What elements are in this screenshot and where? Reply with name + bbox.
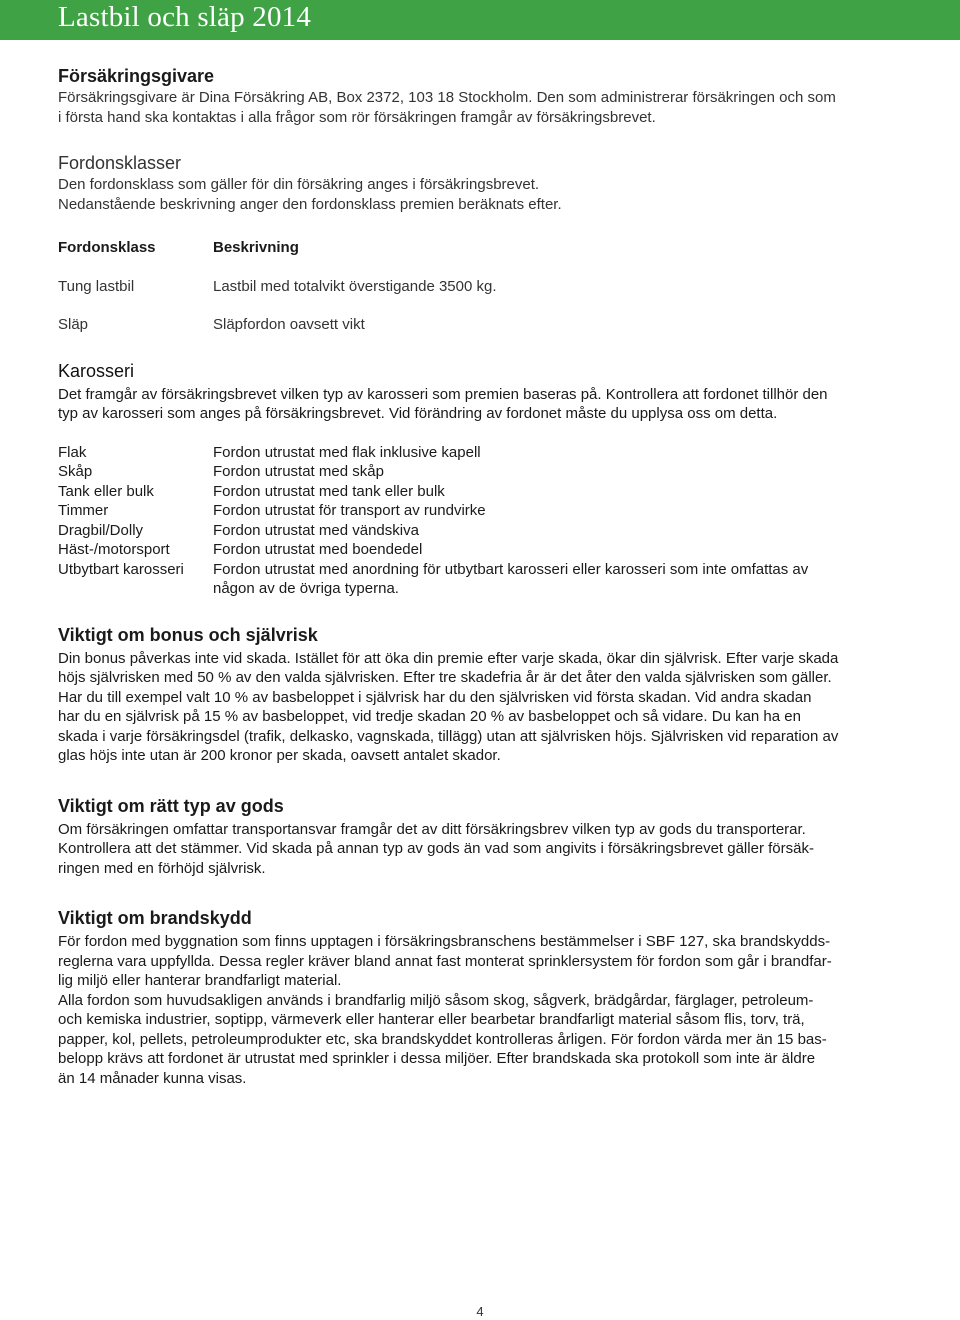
heading-brandskydd: Viktigt om brandskydd [58, 908, 252, 928]
paragraph-line: skada i varje försäkringsdel (trafik, delkasko, vagnskada, tillägg) utan att självrisken höjs. Självrisken vid reparation av [58, 727, 839, 745]
page-title: Lastbil och släp 2014 [58, 1, 312, 33]
description-cell: Fordon utrustat med skåp [213, 463, 384, 480]
table-row [58, 560, 908, 599]
paragraph-line: Din bonus påverkas inte vid skada. Istället för att öka din premie efter varje skada, ökar din självrisk. Efter varje skada [58, 649, 839, 667]
paragraph-line: Alla fordon som huvudsakligen används i brandfarlig miljö såsom skog, sågverk, brädgårdar, färglager, petroleum- [58, 991, 814, 1009]
section-fordonsklasser [58, 151, 908, 335]
body-type-cell: Flak [58, 443, 87, 461]
description-cell [213, 560, 908, 599]
table-row [58, 462, 908, 482]
description-cell: Fordon utrustat med vändskiva [213, 521, 419, 539]
table-row [58, 482, 908, 502]
paragraph-line: typ av karosseri som anges på försäkringsbrevet. Vid förändring av fordonet måste du upplysa oss om detta. [58, 405, 778, 422]
heading-karosseri: Karosseri [58, 360, 135, 381]
paragraph-line: Det framgår av försäkringsbrevet vilken typ av karosseri som premien baseras på. Kontrollera att fordonet tillhör den [58, 385, 828, 403]
paragraph-line: och kemiska industrier, soptipp, värmeverk eller hanterar eller bearbetar brandfarligt material såsom flis, torv, trä, [58, 1011, 805, 1028]
description-cell: Fordon utrustat med flak inklusive kapell [213, 443, 481, 461]
class-cell: Tung lastbil [58, 277, 135, 295]
paragraph-line: papper, kol, pellets, petroleumprodukter etc, ska brandskyddet kontrolleras årligen. För fordon värda mer än 15 bas- [58, 1030, 827, 1048]
paragraph-line: Har du till exempel valt 10 % av basbeloppet i självrisk har du den självrisken vid första skadan. Vid andra skadan [58, 688, 812, 706]
paragraph-line: lig miljö eller hanterar brandfarligt material. [58, 972, 342, 989]
page-number: 4 [476, 1304, 484, 1319]
table-row [58, 540, 908, 560]
body-type-cell: Häst-/motorsport [58, 541, 170, 558]
section-karosseri [58, 359, 908, 599]
body-type-cell: Dragbil/Dolly [58, 521, 144, 539]
description-cell: Lastbil med totalvikt överstigande 3500 kg. [213, 277, 497, 295]
description-cell: Fordon utrustat för transport av rundvirke [213, 502, 486, 519]
table-header-row [58, 238, 908, 258]
section-bonus [58, 623, 908, 766]
document-body [58, 64, 908, 1113]
paragraph-line: Försäkringsgivare är Dina Försäkring AB, Box 2372, 103 18 Stockholm. Den som administrerar försäkringen och som [58, 89, 836, 106]
section-brandskydd [58, 906, 908, 1088]
paragraph-line: har du en självrisk på 15 % av basbeloppet, vid tredje skadan 20 % av basbeloppet och så vidare. Du kan ha en [58, 708, 801, 725]
body-type-cell: Tank eller bulk [58, 482, 154, 500]
description-line: någon av de övriga typerna. [213, 580, 399, 597]
table-row [58, 277, 908, 297]
section-forsakringsgivare [58, 64, 908, 127]
paragraph-line: Nedanstående beskrivning anger den fordonsklass premien beräknats efter. [58, 195, 562, 213]
table-row [58, 443, 908, 463]
paragraph-line: än 14 månader kunna visas. [58, 1069, 247, 1087]
paragraph-line: glas höjs inte utan är 200 kronor per skada, oavsett antalet skador. [58, 747, 501, 764]
paragraph-line: ringen med en förhöjd självrisk. [58, 859, 266, 877]
paragraph-line: belopp krävs att fordonet är utrustat med sprinkler i dessa miljöer. Efter brandskada ska protokoll som inte är äldre [58, 1050, 816, 1067]
table-row [58, 315, 908, 335]
description-cell: Släpfordon oavsett vikt [213, 316, 365, 333]
column-header-description: Beskrivning [213, 239, 299, 256]
paragraph-line: Om försäkringen omfattar transportansvar framgår det av ditt försäkringsbrev vilken typ av gods du transporterar. [58, 820, 806, 838]
heading-bonus: Viktigt om bonus och självrisk [58, 624, 318, 645]
column-header-class: Fordonsklass [58, 239, 156, 256]
paragraph-line: reglerna vara uppfyllda. Dessa regler kräver bland annat fast monterat sprinklersystem för fordon som går i brandfar- [58, 952, 832, 970]
table-row [58, 521, 908, 541]
paragraph-line: För fordon med byggnation som finns upptagen i försäkringsbranschens bestämmelser i SBF 127, ska brandskydds- [58, 933, 831, 950]
paragraph-line: Den fordonsklass som gäller för din försäkring anges i försäkringsbrevet. [58, 176, 540, 193]
table-row [58, 501, 908, 521]
section-gods [58, 794, 908, 879]
header-bar [0, 0, 960, 40]
body-type-cell: Utbytbart karosseri [58, 560, 184, 578]
body-type-table [58, 443, 908, 599]
vehicle-class-table [58, 238, 908, 335]
paragraph-line: Kontrollera att det stämmer. Vid skada på annan typ av gods än vad som angivits i försäkringsbrevet gäller försäk- [58, 840, 814, 857]
heading-fordonsklasser: Fordonsklasser [58, 153, 182, 173]
description-cell: Fordon utrustat med boendedel [213, 541, 423, 558]
description-line: Fordon utrustat med anordning för utbytbart karosseri eller karosseri som inte omfattas av [213, 560, 809, 578]
heading-forsakringsgivare: Försäkringsgivare [58, 66, 215, 86]
paragraph-line: i första hand ska kontaktas i alla frågor som rör försäkringen framgår av försäkringsbrevet. [58, 108, 656, 126]
heading-gods: Viktigt om rätt typ av gods [58, 795, 284, 816]
body-type-cell: Skåp [58, 463, 93, 480]
description-cell: Fordon utrustat med tank eller bulk [213, 482, 445, 500]
body-type-cell: Timmer [58, 502, 109, 519]
class-cell: Släp [58, 316, 89, 333]
paragraph-line: höjs självrisken med 50 % av den valda självrisken. Efter tre skadefria år är det åter den valda självrisken som gäller. [58, 669, 832, 686]
